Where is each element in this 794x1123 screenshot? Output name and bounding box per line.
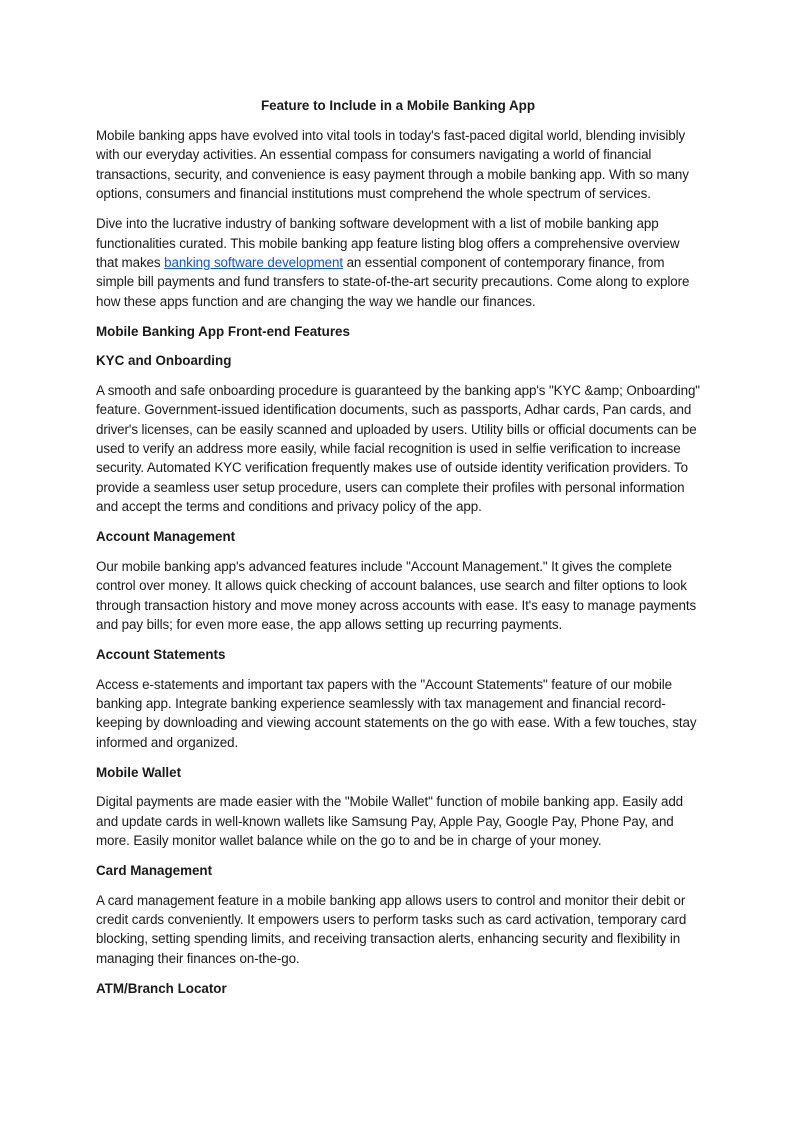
paragraph-account-statements: Access e-statements and important tax papers with the "Account Statements" feature of our mobile banking app. Integrate banking experience seamlessly with tax management and financial record-keeping by downloading and viewing account statements on the go with ease. With a few touches, stay informed and organized. [96,676,697,750]
document-title: Feature to Include in a Mobile Banking App [260,98,536,113]
heading-account-management: Account Management [96,529,236,545]
paragraph-kyc-onboarding: A smooth and safe onboarding procedure is guaranteed by the banking app's "KYC &amp; Onboarding" feature. Government-issued identification documents, such as passports, Adhar cards, Pan cards, and driver's licenses, can be easily scanned and uploaded by users. Utility bills or official documents can be used to verify an address more easily, while facial recognition is used in selfie verification to increase security. Automated KYC verification frequently makes use of outside identity verification providers. To provide a seamless user setup procedure, users can complete their profiles with personal information and accept the terms and conditions and privacy policy of the app. [96,382,700,515]
heading-card-management: Card Management [96,862,213,878]
heading-kyc-onboarding: KYC and Onboarding [96,353,232,369]
intro-paragraph-2 [96,214,700,311]
heading-atm-branch-locator: ATM/Branch Locator [96,980,227,996]
paragraph-account-management: Our mobile banking app's advanced features include "Account Management." It gives the complete control over money. It allows quick checking of account balances, use search and filter options to look through transaction history and move money across accounts with ease. It's easy to manage payments and pay bills; for even more ease, the app allows setting up recurring payments. [96,558,697,632]
intro-paragraph-2-before: Dive into the lucrative industry of banking software development with a list of mobile banking app functionalities curated. This mobile banking app feature listing blog offers a comprehensive overview that makes [96,216,680,270]
paragraph-mobile-wallet: Digital payments are made easier with the "Mobile Wallet" function of mobile banking app. Easily add and update cards in well-known wallets like Samsung Pay, Apple Pay, Google Pay, Phone Pay, and more. Easily monitor wallet balance while on the go to and be in charge of your money. [96,794,684,849]
heading-mobile-wallet: Mobile Wallet [96,764,182,780]
section-heading-frontend-features: Mobile Banking App Front-end Features [96,323,350,339]
heading-account-statements: Account Statements [96,646,226,662]
intro-paragraph-1: Mobile banking apps have evolved into vital tools in today's fast-paced digital world, blending invisibly with our everyday activities. An essential compass for consumers navigating a world of financial transactions, security, and convenience is easy payment through a mobile banking app. With so many options, consumers and financial institutions must comprehend the whole spectrum of services. [96,128,689,202]
paragraph-card-management: A card management feature in a mobile banking app allows users to control and monitor their debit or credit cards conveniently. It empowers users to perform tasks such as card activation, temporary card blocking, setting spending limits, and receiving transaction alerts, enhancing security and flexibility in managing their finances on-the-go. [96,892,687,966]
banking-software-development-link[interactable]: banking software development [164,254,343,270]
document-page [96,96,700,1008]
intro-paragraph-2-after: an essential component of contemporary finance, from simple bill payments and fund transfers to state-of-the-art security precautions. Come along to explore how these apps function and are changing the way we handle our finances. [96,254,690,309]
